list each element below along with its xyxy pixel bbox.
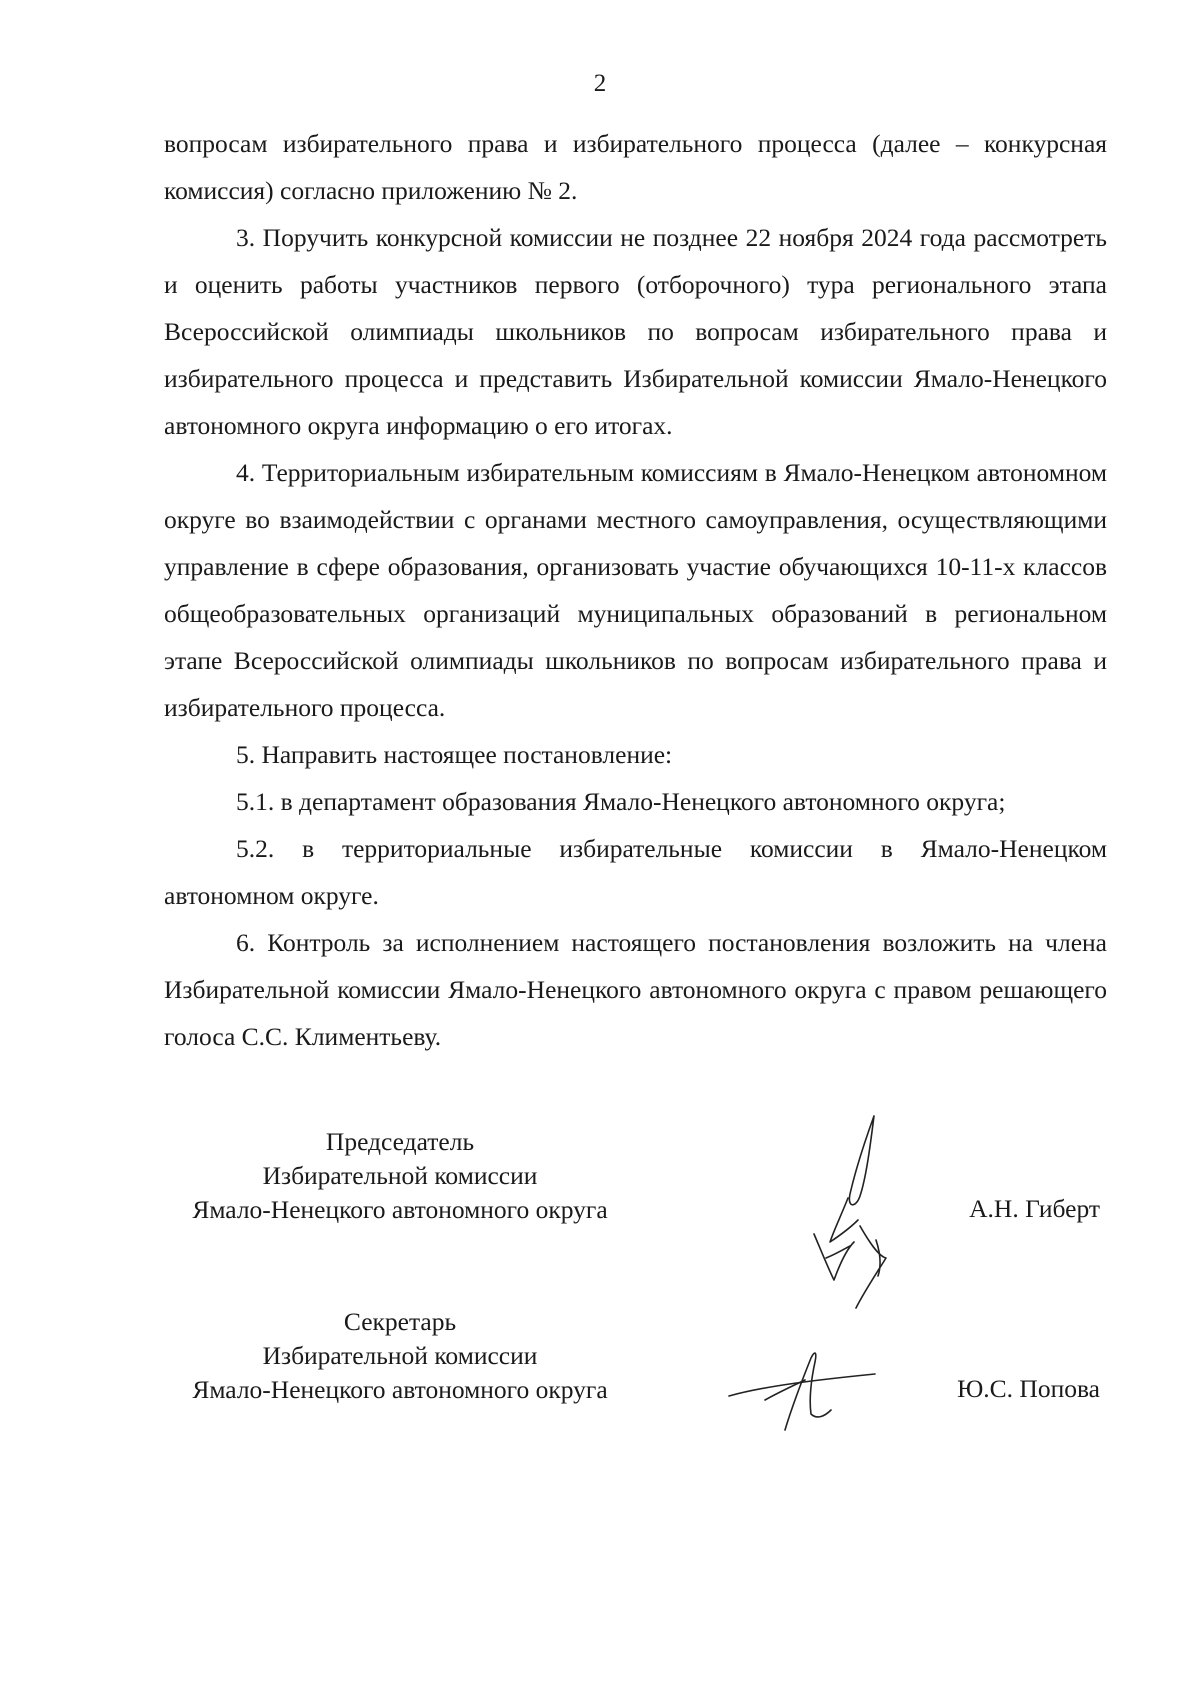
- page-number: 2: [593, 70, 607, 97]
- paragraph-item-5: 5. Направить настоящее постановление:: [236, 740, 673, 769]
- paragraph-item-6: 6. Контроль за исполнением настоящего постановления возложить на члена Избирательной комиссии Ямало-Ненецкого автономного округа с правом решающего голоса С.С. Климентьеву.: [164, 928, 1107, 1051]
- chairman-title-block: [170, 1125, 630, 1227]
- paragraph-item-5-2: 5.2. в территориальные избирательные комиссии в Ямало-Ненецком автономном округе.: [164, 834, 1107, 910]
- paragraph-item-4: 4. Территориальным избирательным комиссиям в Ямало-Ненецком автономном округе во взаимодействии с органами местного самоуправления, осуществляющими управление в сфере образования, организовать участие обучающихся 10-11-х классов общеобразовательных организаций муниципальных образований в региональном этапе Всероссийской олимпиады школьников по вопросам избирательного права и избирательного процесса.: [164, 458, 1107, 722]
- secretary-name: Ю.С. Попова: [957, 1374, 1100, 1403]
- paragraph-item-5-1: 5.1. в департамент образования Ямало-Ненецкого автономного округа;: [236, 787, 1006, 816]
- secretary-title-line1: Секретарь: [343, 1307, 457, 1336]
- secretary-title-line3: Ямало-Ненецкого автономного округа: [192, 1375, 608, 1404]
- paragraph-continuation: вопросам избирательного права и избирательного процесса (далее – конкурсная комиссия) согласно приложению № 2.: [164, 129, 1107, 205]
- chairman-title-line2: Избирательной комиссии: [262, 1161, 538, 1190]
- secretary-title-block: [170, 1305, 630, 1407]
- chairman-title-line1: Председатель: [325, 1127, 475, 1156]
- chairman-title-line3: Ямало-Ненецкого автономного округа: [192, 1195, 608, 1224]
- document-body: [164, 120, 1107, 1060]
- secretary-title-line2: Избирательной комиссии: [262, 1341, 538, 1370]
- chairman-name: А.Н. Гиберт: [969, 1194, 1100, 1223]
- paragraph-item-3: 3. Поручить конкурсной комиссии не позднее 22 ноября 2024 года рассмотреть и оценить работы участников первого (отборочного) тура регионального этапа Всероссийской олимпиады школьников по вопросам избирательного права и избирательного процесса и представить Избирательной комиссии Ямало-Ненецкого автономного округа информацию о его итогах.: [164, 223, 1107, 440]
